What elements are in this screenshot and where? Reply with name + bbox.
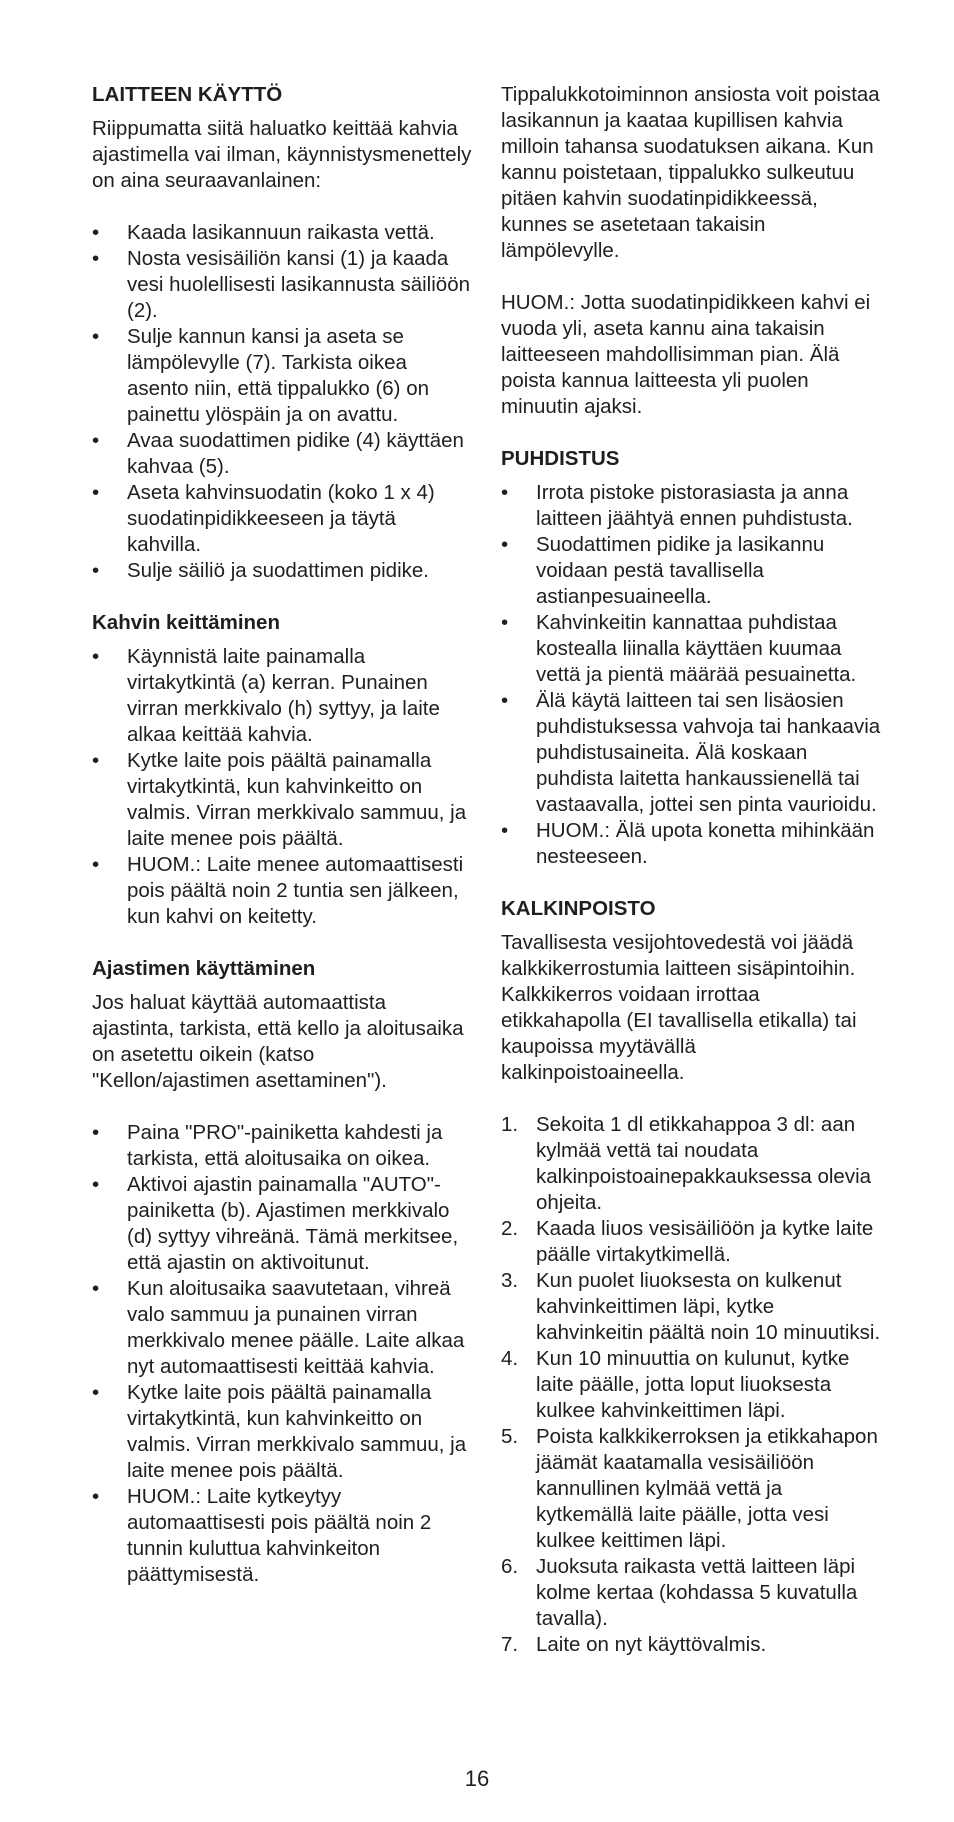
- cleaning-list: [501, 480, 883, 870]
- list-item: • Avaa suodattimen pidike (4) käyttäen kahvaa (5).: [92, 428, 472, 480]
- section-heading-ajastimen-kayttaminen: Ajastimen käyttäminen: [92, 957, 316, 980]
- usage-steps-list: [92, 220, 472, 584]
- left-column: [92, 82, 472, 1588]
- list-item: • HUOM.: Laite kytkeytyy automaattisesti pois päältä noin 2 tunnin kuluttua kahvinkeiton päättymisestä.: [92, 1484, 472, 1588]
- step-text: Kun puolet liuoksesta on kulkenut kahvinkeittimen läpi, kytke kahvinkeitin päältä noin 10 minuutiksi.: [536, 1269, 881, 1344]
- section-heading-kalkinpoisto: KALKINPOISTO: [501, 897, 656, 920]
- descaling-steps-list: [501, 1112, 883, 1658]
- step-number: 7.: [501, 1633, 519, 1656]
- numbered-list-item: [501, 1268, 883, 1346]
- list-item: • Kahvinkeitin kannattaa puhdistaa kostealla liinalla käyttäen kuumaa vettä ja pientä määrää pesuainetta.: [501, 610, 883, 688]
- right-column: [501, 82, 883, 1658]
- list-item: • Käynnistä laite painamalla virtakytkintä (a) kerran. Punainen virran merkkivalo (h) syttyy, ja laite alkaa keittää kahvia.: [92, 644, 472, 748]
- step-number: 3.: [501, 1269, 519, 1292]
- list-item: • Älä käytä laitteen tai sen lisäosien puhdistuksessa vahvoja tai hankaavia puhdistusaineita. Älä koskaan puhdista laitetta hankaussienellä tai vastaavalla, jottei sen pinta vaurioidu.: [501, 688, 883, 818]
- list-item: • Kaada lasikannuun raikasta vettä.: [92, 220, 472, 246]
- list-item: • Kytke laite pois päältä painamalla virtakytkintä, kun kahvinkeitto on valmis. Virran merkkivalo sammuu, ja laite menee pois päältä.: [92, 1380, 472, 1484]
- numbered-list-item: [501, 1112, 883, 1216]
- list-item: • Irrota pistoke pistorasiasta ja anna laitteen jäähtyä ennen puhdistusta.: [501, 480, 883, 532]
- step-number: 6.: [501, 1555, 519, 1578]
- numbered-list-item: [501, 1346, 883, 1424]
- step-text: Poista kalkkikerroksen ja etikkahapon jäämät kaatamalla vesisäiliöön kannullinen kylmää vettä ja kytkemällä laite päälle, jotta vesi kulkee keittimen läpi.: [536, 1425, 878, 1552]
- list-item: • HUOM.: Laite menee automaattisesti pois päältä noin 2 tuntia sen jälkeen, kun kahvi on keitetty.: [92, 852, 472, 930]
- step-text: Juoksuta raikasta vettä laitteen läpi kolme kertaa (kohdassa 5 kuvatulla tavalla).: [536, 1555, 858, 1630]
- step-number: 5.: [501, 1425, 519, 1448]
- list-item: • Sulje kannun kansi ja aseta se lämpölevylle (7). Tarkista oikea asento niin, että tippalukko (6) on painettu ylöspäin ja on avattu.: [92, 324, 472, 428]
- section-heading-puhdistus: PUHDISTUS: [501, 447, 620, 470]
- timer-list: [92, 1120, 472, 1588]
- list-item: • Sulje säiliö ja suodattimen pidike.: [92, 558, 472, 584]
- list-item: • Kytke laite pois päältä painamalla virtakytkintä, kun kahvinkeitto on valmis. Virran merkkivalo sammuu, ja laite menee pois päältä.: [92, 748, 472, 852]
- numbered-list-item: [501, 1554, 883, 1632]
- numbered-list-item: [501, 1632, 883, 1658]
- list-item: • Paina "PRO"-painiketta kahdesti ja tarkista, että aloitusaika on oikea.: [92, 1120, 472, 1172]
- list-item: • Kun aloitusaika saavutetaan, vihreä valo sammuu ja punainen virran merkkivalo menee päälle. Laite alkaa nyt automaattisesti keittää kahvia.: [92, 1276, 472, 1380]
- section-heading-laitteen-kaytto: LAITTEEN KÄYTTÖ: [92, 83, 283, 106]
- numbered-list-item: [501, 1216, 883, 1268]
- page-number: 16: [464, 1766, 490, 1791]
- list-item: • Suodattimen pidike ja lasikannu voidaan pestä tavallisella astianpesuaineella.: [501, 532, 883, 610]
- list-item: • Nosta vesisäiliön kansi (1) ja kaada vesi huolellisesti lasikannusta säiliöön (2).: [92, 246, 472, 324]
- list-item: • Aseta kahvinsuodatin (koko 1 x 4) suodatinpidikkeeseen ja täytä kahvilla.: [92, 480, 472, 558]
- descaling-intro-paragraph: Tavallisesta vesijohtovedestä voi jäädä kalkkikerrostumia laitteen sisäpintoihin. Kalkkikerros voidaan irrottaa etikkahapolla (EI tavallisella etikalla) tai kaupoissa myytävällä kalkinpoistoaineella.: [501, 931, 857, 1084]
- timer-intro-paragraph: Jos haluat käyttää automaattista ajastinta, tarkista, että kello ja aloitusaika on asetettu oikein (katso "Kellon/ajastimen asettaminen").: [92, 991, 464, 1092]
- step-text: Kaada liuos vesisäiliöön ja kytke laite päälle virtakytkimellä.: [536, 1217, 874, 1266]
- intro-paragraph: Riippumatta siitä haluatko keittää kahvia ajastimella vai ilman, käynnistysmenettely on aina seuraavanlainen:: [92, 117, 472, 192]
- numbered-list-item: [501, 1424, 883, 1554]
- step-text: Kun 10 minuuttia on kulunut, kytke laite päälle, jotta loput liuoksesta kulkee kahvinkeittimen läpi.: [536, 1347, 850, 1422]
- list-item: • Aktivoi ajastin painamalla "AUTO"-painiketta (b). Ajastimen merkkivalo (d) syttyy vihreänä. Tämä merkitsee, että ajastin on aktivoitunut.: [92, 1172, 472, 1276]
- step-number: 4.: [501, 1347, 519, 1370]
- step-text: Laite on nyt käyttövalmis.: [536, 1633, 767, 1656]
- list-item: • HUOM.: Älä upota konetta mihinkään nesteeseen.: [501, 818, 883, 870]
- note-paragraph: HUOM.: Jotta suodatinpidikkeen kahvi ei vuoda yli, aseta kannu aina takaisin laitteeseen mahdollisimman pian. Älä poista kannua laitteesta yli puolen minuutin ajaksi.: [501, 291, 871, 418]
- section-heading-kahvin-keittaminen: Kahvin keittäminen: [92, 611, 280, 634]
- drip-stop-paragraph: Tippalukkotoiminnon ansiosta voit poistaa lasikannun ja kaataa kupillisen kahvia milloin tahansa suodatuksen aikana. Kun kannu poistetaan, tippalukko sulkeutuu pitäen kahvin suodatinpidikkeessä, kunnes se asetetaan takaisin lämpölevylle.: [501, 83, 880, 262]
- step-number: 1.: [501, 1113, 519, 1136]
- step-number: 2.: [501, 1217, 519, 1240]
- brewing-list: [92, 644, 472, 930]
- step-text: Sekoita 1 dl etikkahappoa 3 dl: aan kylmää vettä tai noudata kalkinpoistoainepakkauksessa olevia ohjeita.: [536, 1113, 872, 1214]
